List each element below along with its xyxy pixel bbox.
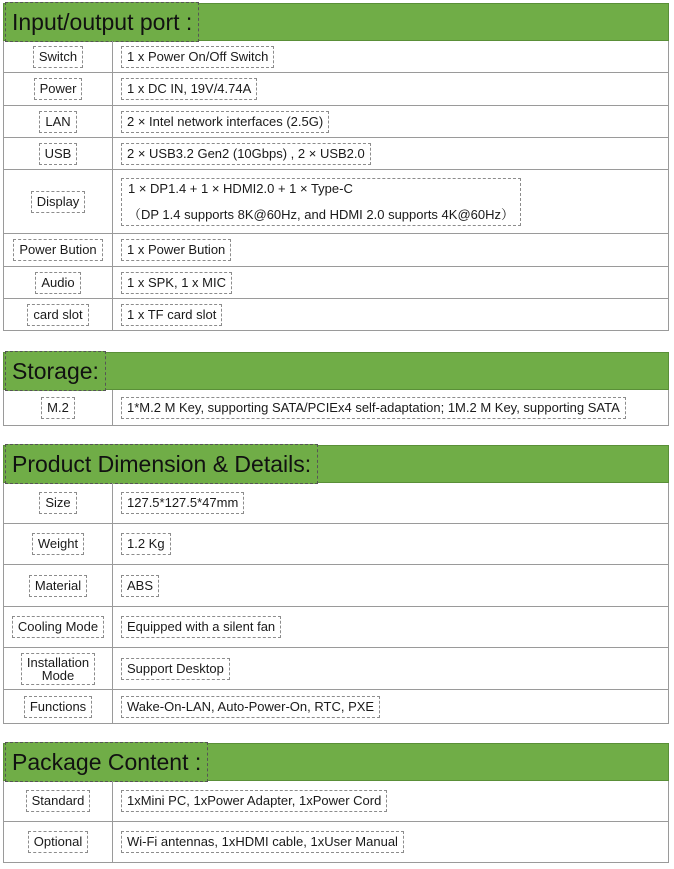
spec-label: Size	[39, 492, 76, 514]
spec-label: Material	[29, 575, 87, 597]
spec-value: ABS	[121, 575, 159, 597]
spec-label: Weight	[32, 533, 84, 555]
spec-value: 1 x DC IN, 19V/4.74A	[121, 78, 257, 100]
spec-label: Functions	[24, 696, 92, 718]
io-spec-table	[3, 41, 669, 331]
spec-row-size	[4, 483, 668, 524]
dimension-section-title: Product Dimension & Details:	[5, 444, 318, 484]
spec-value: 1*M.2 M Key, supporting SATA/PCIEx4 self-adaptation; 1M.2 M Key, supporting SATA	[121, 397, 626, 419]
spec-row-display	[4, 170, 668, 234]
spec-row-functions	[4, 690, 668, 724]
spec-value: 2 × USB3.2 Gen2 (10Gbps) , 2 × USB2.0	[121, 143, 371, 165]
storage-section-title: Storage:	[5, 351, 106, 391]
spec-row-usb	[4, 138, 668, 170]
package-spec-table	[3, 781, 669, 863]
spec-value: 1 x Power Bution	[121, 239, 231, 261]
spec-row-power-button	[4, 234, 668, 267]
spec-label: M.2	[41, 397, 75, 419]
spec-row-power	[4, 73, 668, 106]
spec-value: 1 x Power On/Off Switch	[121, 46, 274, 68]
spec-row-m2	[4, 390, 668, 426]
spec-label: LAN	[39, 111, 76, 133]
spec-label: card slot	[27, 304, 88, 326]
spec-row-weight	[4, 524, 668, 565]
spec-value: 2 × Intel network interfaces (2.5G)	[121, 111, 329, 133]
spec-row-standard	[4, 781, 668, 822]
spec-row-lan	[4, 106, 668, 138]
spec-row-card-slot	[4, 299, 668, 331]
spec-row-material	[4, 565, 668, 607]
spec-label: Power Bution	[13, 239, 102, 261]
spec-value: Support Desktop	[121, 658, 230, 680]
spec-value	[121, 178, 521, 226]
spec-value: Wi-Fi antennas, 1xHDMI cable, 1xUser Manual	[121, 831, 404, 853]
spec-label: Display	[31, 191, 86, 213]
spec-row-audio	[4, 267, 668, 299]
spec-label-line: Mode	[41, 667, 75, 683]
spec-label: Audio	[35, 272, 80, 294]
io-section-title: Input/output port :	[5, 2, 199, 42]
dimension-spec-table	[3, 483, 669, 724]
spec-value: 1.2 Kg	[121, 533, 171, 555]
spec-value: Wake-On-LAN, Auto-Power-On, RTC, PXE	[121, 696, 380, 718]
spec-value: 1xMini PC, 1xPower Adapter, 1xPower Cord	[121, 790, 387, 812]
spec-value: 127.5*127.5*47mm	[121, 492, 244, 514]
spec-label: USB	[39, 143, 78, 165]
package-section-title: Package Content :	[5, 742, 208, 782]
storage-spec-table	[3, 390, 669, 426]
spec-label	[21, 653, 95, 685]
spec-value-note: （DP 1.4 supports 8K@60Hz, and HDMI 2.0 supports 4K@60Hz）	[128, 206, 514, 222]
spec-label: Optional	[28, 831, 88, 853]
spec-value: Equipped with a silent fan	[121, 616, 281, 638]
spec-value: 1 x TF card slot	[121, 304, 222, 326]
spec-row-cooling-mode	[4, 607, 668, 648]
spec-value: 1 x SPK, 1 x MIC	[121, 272, 232, 294]
spec-row-optional	[4, 822, 668, 863]
spec-row-switch	[4, 41, 668, 73]
spec-label: Standard	[26, 790, 91, 812]
spec-row-installation-mode	[4, 648, 668, 690]
spec-label-line: Installation	[26, 654, 90, 670]
spec-label: Switch	[33, 46, 83, 68]
spec-value-line: 1 × DP1.4 + 1 × HDMI2.0 + 1 × Type-C	[128, 180, 353, 196]
spec-label: Power	[34, 78, 83, 100]
spec-label: Cooling Mode	[12, 616, 104, 638]
